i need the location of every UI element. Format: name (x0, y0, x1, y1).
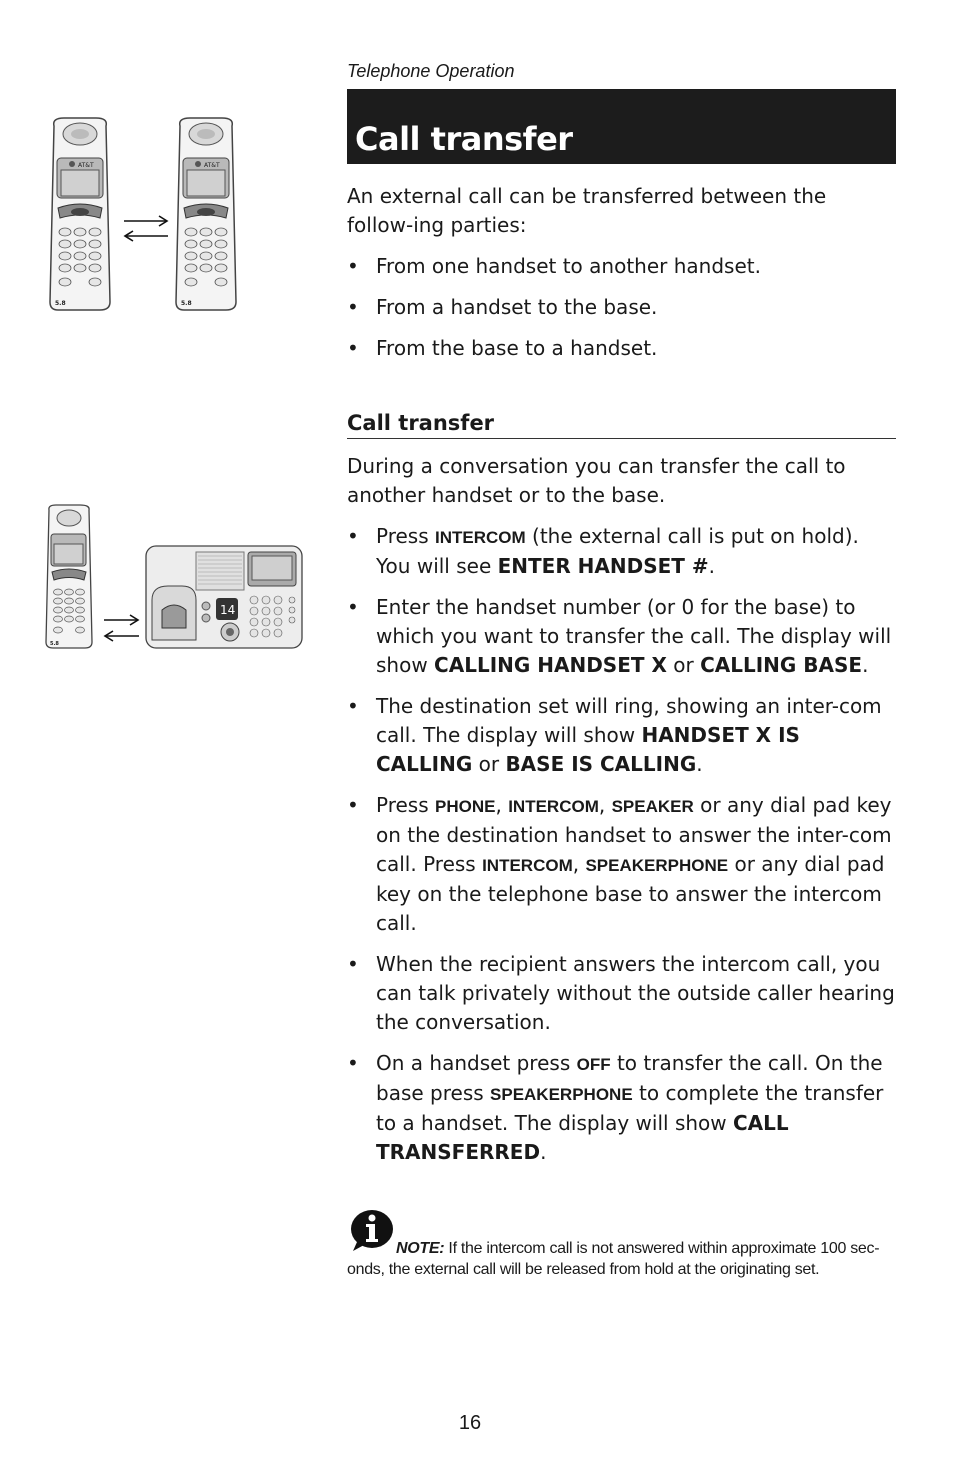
svg-text:AT&T: AT&T (78, 162, 94, 169)
bullet-marker: • (347, 336, 359, 360)
svg-text:5.8: 5.8 (50, 641, 59, 647)
key-name: OFF (576, 1055, 611, 1074)
handset-left (50, 118, 110, 310)
steps-bullet-list (347, 522, 895, 1167)
handset-to-base-illustration (40, 500, 305, 655)
svg-text:AT&T: AT&T (204, 162, 220, 169)
bullet-marker: • (347, 694, 359, 718)
bullet-marker: • (347, 254, 359, 278)
bullet-marker: • (347, 595, 359, 619)
list-item: • Press PHONE, INTERCOM, SPEAKER or any dial pad key on the destination handset to answer the inter-com call. Press INTERCOM, SPEAKERPHONE or any dial pad key on the telephone base to answer the intercom call. (347, 793, 892, 935)
svg-text:5.8: 5.8 (55, 300, 66, 307)
list-item: • When the recipient answers the intercom call, you can talk privately without the outside caller hearing the conversation. (347, 952, 895, 1034)
svg-text:14: 14 (220, 603, 236, 617)
list-item: • The destination set will ring, showing an inter-com call. The display will show HANDSET X IS CALLING or BASE IS CALLING. (347, 694, 882, 776)
handset-small (46, 505, 92, 648)
display-text: BASE IS CALLING (505, 752, 697, 776)
base-arrows (104, 615, 139, 641)
list-item: • From one handset to another handset. (347, 252, 895, 281)
key-name: INTERCOM (482, 856, 573, 875)
page-title: Call transfer (355, 120, 573, 158)
intro-paragraph: An external call can be transferred between the follow-ing parties: (347, 184, 827, 237)
list-item: • From a handset to the base. (347, 293, 895, 322)
key-name: SPEAKERPHONE (490, 1085, 633, 1104)
section-label: Telephone Operation (347, 61, 515, 81)
display-text: ENTER HANDSET # (497, 554, 709, 578)
steps-section (347, 452, 895, 1179)
svg-text:5.8: 5.8 (181, 300, 192, 307)
display-text: CALLING HANDSET X (434, 653, 667, 677)
list-item: • On a handset press OFF to transfer the call. On the base press SPEAKERPHONE to complete the transfer to a handset. The display will show CALL TRANSFERRED. (347, 1051, 884, 1164)
telephone-base (146, 546, 302, 648)
key-name: INTERCOM (508, 797, 599, 816)
page-number: 16 (458, 1412, 482, 1434)
subheading: Call transfer (347, 411, 896, 439)
display-text: HANDSET X IS CALLING (376, 723, 800, 776)
list-item: • Press INTERCOM (the external call is put on hold). You will see ENTER HANDSET #. (347, 524, 859, 578)
bullet-marker: • (347, 793, 359, 817)
key-name: SPEAKERPHONE (585, 856, 729, 875)
steps-paragraph: During a conversation you can transfer the call to another handset or to the base. (347, 454, 846, 507)
display-text: CALL TRANSFERRED (376, 1111, 789, 1164)
intro-bullet-list (347, 252, 895, 363)
handset-right (176, 118, 236, 310)
transfer-arrows (124, 216, 168, 241)
handset-to-handset-illustration (40, 112, 300, 318)
bullet-marker: • (347, 952, 359, 976)
note-label: NOTE: (396, 1240, 445, 1257)
display-text: CALLING BASE (700, 653, 863, 677)
note-text: NOTE: If the intercom call is not answered within approximate 100 sec-onds, the external call will be released from hold at the originating set. (347, 1240, 880, 1278)
key-name: SPEAKER (611, 797, 694, 816)
list-item: • Enter the handset number (or 0 for the base) to which you want to transfer the call. The display will show CALLING HANDSET X or CALLING BASE. (347, 595, 892, 677)
title-bar (347, 89, 896, 164)
key-name: PHONE (435, 797, 496, 816)
bullet-marker: • (347, 1051, 359, 1075)
bullet-marker: • (347, 295, 359, 319)
list-item: • From the base to a handset. (347, 334, 895, 363)
bullet-marker: • (347, 524, 359, 548)
intro-section (347, 182, 895, 375)
key-name: INTERCOM (435, 528, 526, 547)
